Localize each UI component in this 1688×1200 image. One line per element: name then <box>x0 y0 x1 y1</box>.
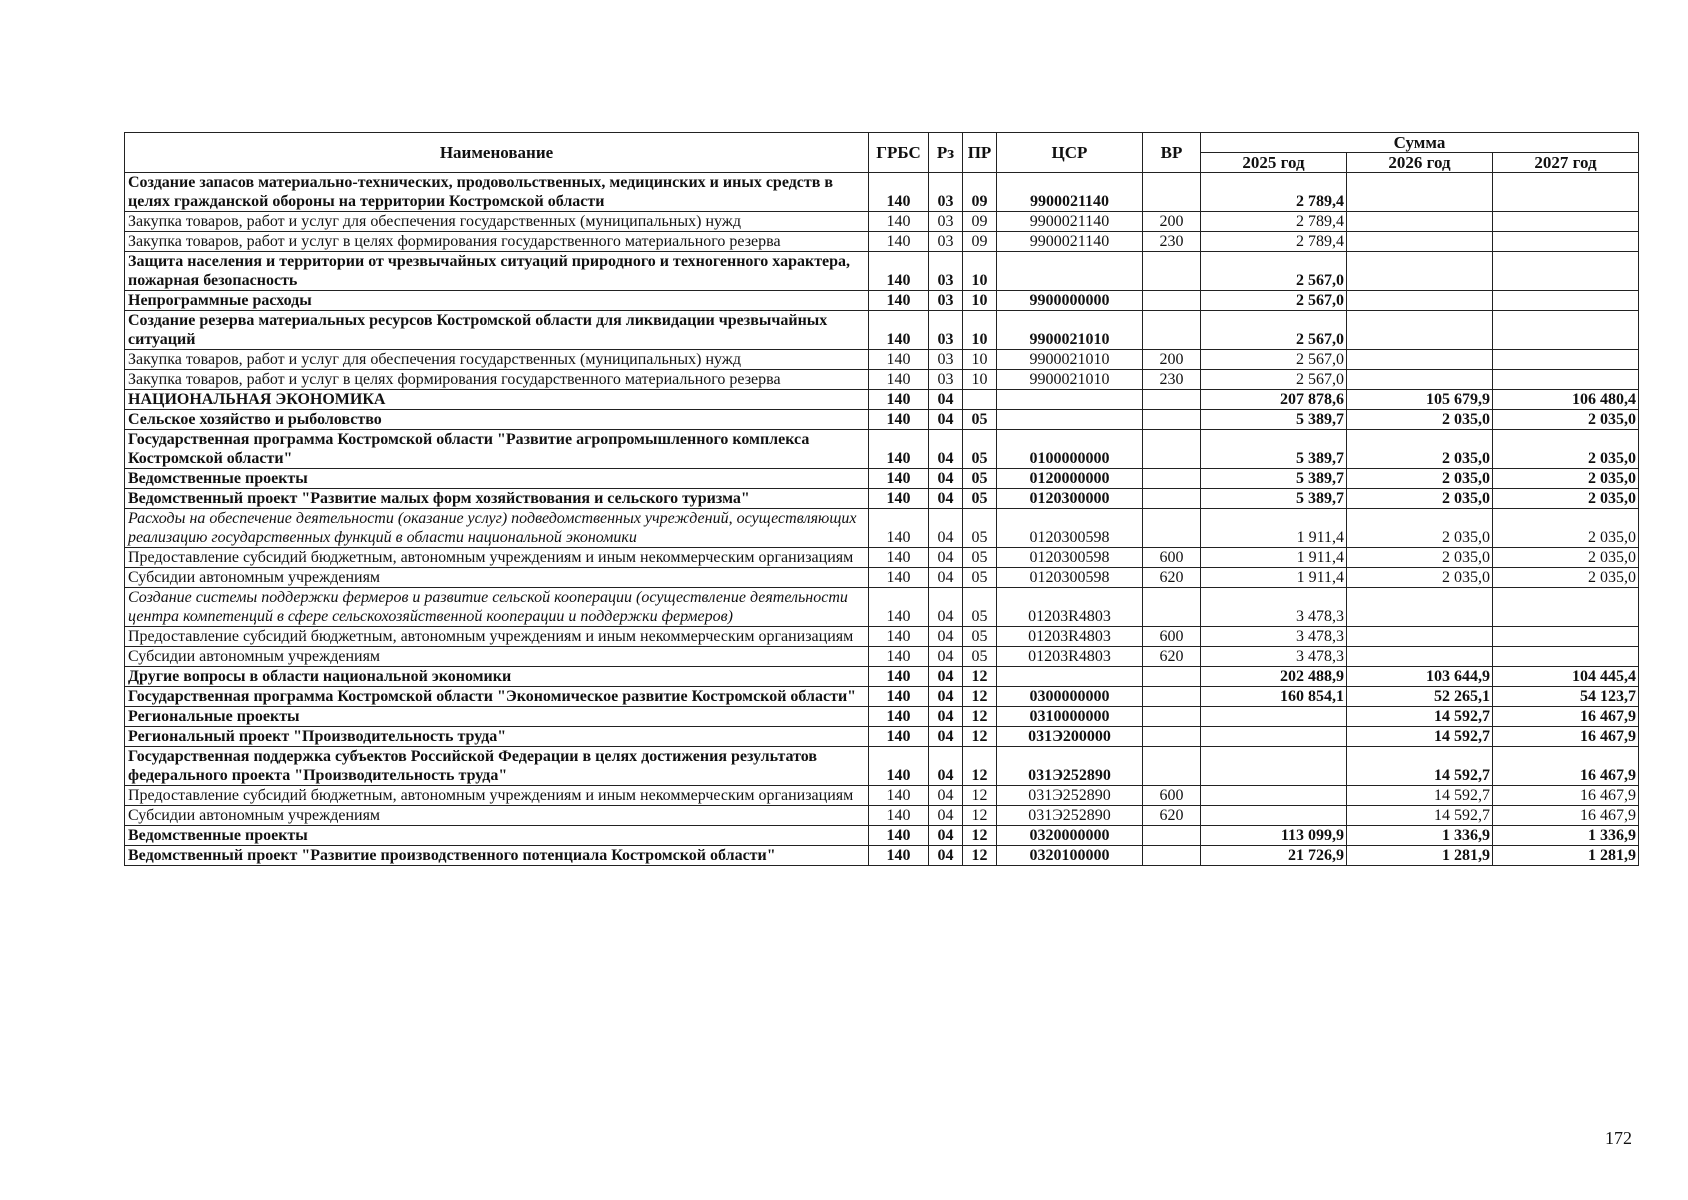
header-name: Наименование <box>125 133 869 173</box>
cell-pr: 05 <box>963 548 997 568</box>
cell-csr <box>997 410 1143 430</box>
cell-2025: 2 789,4 <box>1201 173 1347 212</box>
cell-rz: 04 <box>929 846 963 866</box>
cell-rz: 04 <box>929 826 963 846</box>
cell-2026 <box>1347 647 1493 667</box>
table-row <box>125 588 1639 627</box>
cell-2025 <box>1201 727 1347 747</box>
cell-name: Государственная программа Костромской области "Экономическое развитие Костромской области" <box>125 687 869 707</box>
cell-csr: 031Э252890 <box>997 806 1143 826</box>
cell-vr <box>1143 469 1201 489</box>
cell-rz: 03 <box>929 291 963 311</box>
header-sum: Сумма <box>1201 133 1639 153</box>
cell-rz: 04 <box>929 509 963 548</box>
cell-2025: 2 567,0 <box>1201 350 1347 370</box>
cell-vr: 600 <box>1143 548 1201 568</box>
cell-2025: 5 389,7 <box>1201 430 1347 469</box>
table-row <box>125 469 1639 489</box>
cell-name: Субсидии автономным учреждениям <box>125 568 869 588</box>
table-row <box>125 568 1639 588</box>
cell-csr: 9900021140 <box>997 173 1143 212</box>
cell-name: Государственная поддержка субъектов Российской Федерации в целях достижения результатов федерального проекта "Производительность труда" <box>125 747 869 786</box>
cell-rz: 04 <box>929 390 963 410</box>
header-2027: 2027 год <box>1493 153 1639 173</box>
cell-pr: 05 <box>963 469 997 489</box>
cell-name: Предоставление субсидий бюджетным, автономным учреждениям и иным некоммерческим организациям <box>125 627 869 647</box>
cell-2027 <box>1493 350 1639 370</box>
cell-name: Региональные проекты <box>125 707 869 727</box>
cell-2027: 2 035,0 <box>1493 410 1639 430</box>
cell-pr: 12 <box>963 667 997 687</box>
cell-2025: 5 389,7 <box>1201 469 1347 489</box>
cell-vr: 620 <box>1143 806 1201 826</box>
cell-2027: 16 467,9 <box>1493 786 1639 806</box>
cell-vr <box>1143 430 1201 469</box>
cell-csr: 9900021010 <box>997 370 1143 390</box>
cell-2025: 3 478,3 <box>1201 588 1347 627</box>
cell-name: НАЦИОНАЛЬНАЯ ЭКОНОМИКА <box>125 390 869 410</box>
cell-grbs: 140 <box>869 707 929 727</box>
cell-2026 <box>1347 173 1493 212</box>
cell-2027: 2 035,0 <box>1493 430 1639 469</box>
cell-vr: 200 <box>1143 350 1201 370</box>
cell-2026: 103 644,9 <box>1347 667 1493 687</box>
cell-vr <box>1143 687 1201 707</box>
cell-vr <box>1143 390 1201 410</box>
table-row <box>125 350 1639 370</box>
cell-name: Ведомственный проект "Развитие производственного потенциала Костромской области" <box>125 846 869 866</box>
cell-vr: 200 <box>1143 212 1201 232</box>
cell-csr: 9900000000 <box>997 291 1143 311</box>
cell-rz: 04 <box>929 806 963 826</box>
cell-grbs: 140 <box>869 430 929 469</box>
table-row <box>125 647 1639 667</box>
cell-2026: 2 035,0 <box>1347 469 1493 489</box>
cell-csr: 0320100000 <box>997 846 1143 866</box>
cell-name: Субсидии автономным учреждениям <box>125 806 869 826</box>
cell-2025: 1 911,4 <box>1201 509 1347 548</box>
cell-name: Другие вопросы в области национальной экономики <box>125 667 869 687</box>
cell-2026 <box>1347 252 1493 291</box>
cell-rz: 04 <box>929 588 963 627</box>
table-row <box>125 826 1639 846</box>
cell-vr <box>1143 509 1201 548</box>
header-2025: 2025 год <box>1201 153 1347 173</box>
cell-name: Создание запасов материально-технических, продовольственных, медицинских и иных средств в целях гражданской обороны на территории Костромской области <box>125 173 869 212</box>
table-row <box>125 311 1639 350</box>
cell-vr <box>1143 410 1201 430</box>
cell-2026: 105 679,9 <box>1347 390 1493 410</box>
cell-2027: 1 336,9 <box>1493 826 1639 846</box>
cell-2026: 14 592,7 <box>1347 707 1493 727</box>
cell-name: Ведомственный проект "Развитие малых форм хозяйствования и сельского туризма" <box>125 489 869 509</box>
cell-rz: 03 <box>929 232 963 252</box>
cell-2026: 52 265,1 <box>1347 687 1493 707</box>
cell-grbs: 140 <box>869 747 929 786</box>
cell-2027 <box>1493 588 1639 627</box>
cell-csr: 0120300598 <box>997 548 1143 568</box>
cell-vr <box>1143 667 1201 687</box>
cell-pr: 12 <box>963 727 997 747</box>
cell-pr: 05 <box>963 430 997 469</box>
table-row <box>125 707 1639 727</box>
cell-grbs: 140 <box>869 548 929 568</box>
cell-2025: 207 878,6 <box>1201 390 1347 410</box>
cell-csr: 9900021140 <box>997 232 1143 252</box>
cell-2027: 2 035,0 <box>1493 568 1639 588</box>
cell-csr: 9900021140 <box>997 212 1143 232</box>
table-row <box>125 806 1639 826</box>
cell-csr: 031Э252890 <box>997 786 1143 806</box>
cell-2025: 1 911,4 <box>1201 568 1347 588</box>
cell-name: Сельское хозяйство и рыболовство <box>125 410 869 430</box>
cell-rz: 03 <box>929 370 963 390</box>
cell-2025: 2 567,0 <box>1201 311 1347 350</box>
cell-2027 <box>1493 232 1639 252</box>
cell-grbs: 140 <box>869 509 929 548</box>
cell-grbs: 140 <box>869 806 929 826</box>
table-row <box>125 291 1639 311</box>
cell-rz: 04 <box>929 568 963 588</box>
cell-pr: 09 <box>963 232 997 252</box>
cell-vr: 600 <box>1143 627 1201 647</box>
cell-pr: 05 <box>963 588 997 627</box>
cell-name: Ведомственные проекты <box>125 826 869 846</box>
table-row <box>125 370 1639 390</box>
cell-2027: 16 467,9 <box>1493 727 1639 747</box>
cell-grbs: 140 <box>869 647 929 667</box>
cell-grbs: 140 <box>869 786 929 806</box>
cell-grbs: 140 <box>869 489 929 509</box>
cell-rz: 04 <box>929 489 963 509</box>
cell-vr: 230 <box>1143 370 1201 390</box>
cell-pr: 12 <box>963 806 997 826</box>
cell-vr <box>1143 826 1201 846</box>
cell-vr <box>1143 747 1201 786</box>
cell-2026: 2 035,0 <box>1347 430 1493 469</box>
cell-2025: 5 389,7 <box>1201 489 1347 509</box>
cell-pr: 12 <box>963 786 997 806</box>
cell-rz: 04 <box>929 747 963 786</box>
cell-2027 <box>1493 311 1639 350</box>
cell-name: Закупка товаров, работ и услуг для обеспечения государственных (муниципальных) нужд <box>125 350 869 370</box>
cell-rz: 04 <box>929 687 963 707</box>
cell-2025: 160 854,1 <box>1201 687 1347 707</box>
cell-grbs: 140 <box>869 390 929 410</box>
table-row <box>125 173 1639 212</box>
cell-pr: 10 <box>963 350 997 370</box>
cell-csr: 0300000000 <box>997 687 1143 707</box>
table-row <box>125 232 1639 252</box>
header-csr: ЦСР <box>997 133 1143 173</box>
cell-name: Субсидии автономным учреждениям <box>125 647 869 667</box>
cell-2027 <box>1493 212 1639 232</box>
cell-csr: 031Э252890 <box>997 747 1143 786</box>
cell-grbs: 140 <box>869 568 929 588</box>
table-row <box>125 212 1639 232</box>
table-row <box>125 252 1639 291</box>
cell-pr: 09 <box>963 173 997 212</box>
cell-2025: 21 726,9 <box>1201 846 1347 866</box>
cell-name: Закупка товаров, работ и услуг в целях формирования государственного материального резерва <box>125 370 869 390</box>
cell-name: Создание системы поддержки фермеров и развитие сельской кооперации (осуществление деятельности центра компетенций в сфере сельскохозяйственной кооперации и поддержки фермеров) <box>125 588 869 627</box>
cell-grbs: 140 <box>869 410 929 430</box>
cell-2027: 2 035,0 <box>1493 489 1639 509</box>
cell-pr: 05 <box>963 627 997 647</box>
cell-2026: 2 035,0 <box>1347 509 1493 548</box>
cell-grbs: 140 <box>869 291 929 311</box>
cell-vr <box>1143 727 1201 747</box>
cell-vr <box>1143 311 1201 350</box>
cell-grbs: 140 <box>869 846 929 866</box>
cell-pr: 12 <box>963 846 997 866</box>
cell-pr: 10 <box>963 370 997 390</box>
cell-2025 <box>1201 806 1347 826</box>
cell-2026: 2 035,0 <box>1347 410 1493 430</box>
cell-2027: 54 123,7 <box>1493 687 1639 707</box>
cell-csr <box>997 252 1143 291</box>
cell-grbs: 140 <box>869 252 929 291</box>
cell-csr: 9900021010 <box>997 350 1143 370</box>
cell-2025: 3 478,3 <box>1201 647 1347 667</box>
table-row <box>125 687 1639 707</box>
cell-vr <box>1143 173 1201 212</box>
cell-2025: 2 789,4 <box>1201 232 1347 252</box>
cell-grbs: 140 <box>869 350 929 370</box>
cell-vr <box>1143 291 1201 311</box>
cell-vr <box>1143 846 1201 866</box>
cell-name: Региональный проект "Производительность труда" <box>125 727 869 747</box>
cell-name: Закупка товаров, работ и услуг в целях формирования государственного материального резерва <box>125 232 869 252</box>
cell-2026: 2 035,0 <box>1347 568 1493 588</box>
cell-2027: 16 467,9 <box>1493 747 1639 786</box>
cell-name: Расходы на обеспечение деятельности (оказание услуг) подведомственных учреждений, осуществляющих реализацию государственных функций в области национальной экономики <box>125 509 869 548</box>
cell-csr: 0120000000 <box>997 469 1143 489</box>
cell-pr: 10 <box>963 311 997 350</box>
header-2026: 2026 год <box>1347 153 1493 173</box>
cell-2026: 2 035,0 <box>1347 489 1493 509</box>
cell-2027: 16 467,9 <box>1493 707 1639 727</box>
cell-2027: 2 035,0 <box>1493 548 1639 568</box>
cell-vr: 620 <box>1143 647 1201 667</box>
cell-rz: 04 <box>929 707 963 727</box>
cell-grbs: 140 <box>869 627 929 647</box>
cell-rz: 03 <box>929 252 963 291</box>
cell-2026: 1 281,9 <box>1347 846 1493 866</box>
table-row <box>125 548 1639 568</box>
cell-grbs: 140 <box>869 588 929 627</box>
cell-2026 <box>1347 311 1493 350</box>
table-row <box>125 846 1639 866</box>
budget-table <box>124 132 1639 866</box>
cell-rz: 04 <box>929 667 963 687</box>
cell-2027 <box>1493 627 1639 647</box>
cell-vr <box>1143 588 1201 627</box>
cell-2027: 2 035,0 <box>1493 509 1639 548</box>
cell-rz: 03 <box>929 311 963 350</box>
cell-2025: 202 488,9 <box>1201 667 1347 687</box>
header-pr: ПР <box>963 133 997 173</box>
cell-2027 <box>1493 291 1639 311</box>
cell-2026: 14 592,7 <box>1347 786 1493 806</box>
cell-csr: 0120300000 <box>997 489 1143 509</box>
cell-2025 <box>1201 707 1347 727</box>
cell-grbs: 140 <box>869 212 929 232</box>
cell-2026 <box>1347 627 1493 647</box>
cell-grbs: 140 <box>869 173 929 212</box>
cell-vr: 600 <box>1143 786 1201 806</box>
cell-2027: 106 480,4 <box>1493 390 1639 410</box>
cell-pr: 05 <box>963 489 997 509</box>
cell-pr: 05 <box>963 410 997 430</box>
cell-rz: 04 <box>929 410 963 430</box>
cell-pr: 12 <box>963 687 997 707</box>
cell-grbs: 140 <box>869 469 929 489</box>
cell-2027: 104 445,4 <box>1493 667 1639 687</box>
cell-pr: 12 <box>963 826 997 846</box>
cell-csr: 01203R4803 <box>997 588 1143 627</box>
page-number: 172 <box>1605 1128 1632 1148</box>
cell-2025: 5 389,7 <box>1201 410 1347 430</box>
cell-vr <box>1143 489 1201 509</box>
cell-2027 <box>1493 252 1639 291</box>
cell-name: Закупка товаров, работ и услуг для обеспечения государственных (муниципальных) нужд <box>125 212 869 232</box>
cell-pr: 10 <box>963 291 997 311</box>
cell-pr: 12 <box>963 707 997 727</box>
table-body <box>125 173 1639 866</box>
cell-csr <box>997 390 1143 410</box>
cell-name: Государственная программа Костромской области "Развитие агропромышленного комплекса Костромской области" <box>125 430 869 469</box>
cell-rz: 03 <box>929 173 963 212</box>
cell-vr <box>1143 707 1201 727</box>
cell-2027 <box>1493 173 1639 212</box>
cell-name: Непрограммные расходы <box>125 291 869 311</box>
cell-vr: 230 <box>1143 232 1201 252</box>
cell-2025: 1 911,4 <box>1201 548 1347 568</box>
cell-grbs: 140 <box>869 370 929 390</box>
cell-vr: 620 <box>1143 568 1201 588</box>
cell-2027 <box>1493 647 1639 667</box>
table-row <box>125 509 1639 548</box>
cell-2026: 14 592,7 <box>1347 747 1493 786</box>
cell-2026: 14 592,7 <box>1347 727 1493 747</box>
cell-2025: 2 567,0 <box>1201 370 1347 390</box>
cell-2025 <box>1201 786 1347 806</box>
cell-2027: 2 035,0 <box>1493 469 1639 489</box>
cell-csr: 01203R4803 <box>997 647 1143 667</box>
cell-2025: 2 789,4 <box>1201 212 1347 232</box>
cell-2027: 16 467,9 <box>1493 806 1639 826</box>
table-row <box>125 627 1639 647</box>
cell-2026: 14 592,7 <box>1347 806 1493 826</box>
cell-rz: 04 <box>929 430 963 469</box>
cell-grbs: 140 <box>869 826 929 846</box>
cell-name: Ведомственные проекты <box>125 469 869 489</box>
cell-name: Предоставление субсидий бюджетным, автономным учреждениям и иным некоммерческим организациям <box>125 786 869 806</box>
cell-pr: 12 <box>963 747 997 786</box>
cell-csr: 0120300598 <box>997 509 1143 548</box>
cell-2025: 113 099,9 <box>1201 826 1347 846</box>
cell-2025: 2 567,0 <box>1201 291 1347 311</box>
cell-csr: 0120300598 <box>997 568 1143 588</box>
cell-rz: 03 <box>929 212 963 232</box>
table-row <box>125 489 1639 509</box>
cell-2026 <box>1347 588 1493 627</box>
table-row <box>125 667 1639 687</box>
table-row <box>125 430 1639 469</box>
header-grbs: ГРБС <box>869 133 929 173</box>
cell-grbs: 140 <box>869 727 929 747</box>
header-rz: Рз <box>929 133 963 173</box>
cell-rz: 03 <box>929 350 963 370</box>
cell-rz: 04 <box>929 727 963 747</box>
cell-pr: 05 <box>963 647 997 667</box>
cell-csr: 9900021010 <box>997 311 1143 350</box>
cell-vr <box>1143 252 1201 291</box>
cell-2026 <box>1347 350 1493 370</box>
cell-rz: 04 <box>929 548 963 568</box>
table-row <box>125 786 1639 806</box>
cell-pr <box>963 390 997 410</box>
cell-rz: 04 <box>929 647 963 667</box>
table-row <box>125 727 1639 747</box>
cell-2026 <box>1347 291 1493 311</box>
cell-pr: 05 <box>963 509 997 548</box>
cell-csr: 0310000000 <box>997 707 1143 727</box>
cell-2025: 2 567,0 <box>1201 252 1347 291</box>
cell-2027 <box>1493 370 1639 390</box>
cell-name: Защита населения и территории от чрезвычайных ситуаций природного и техногенного характера, пожарная безопасность <box>125 252 869 291</box>
cell-csr: 031Э200000 <box>997 727 1143 747</box>
table-row <box>125 410 1639 430</box>
cell-grbs: 140 <box>869 667 929 687</box>
cell-grbs: 140 <box>869 311 929 350</box>
cell-csr <box>997 667 1143 687</box>
cell-csr: 01203R4803 <box>997 627 1143 647</box>
cell-2026 <box>1347 212 1493 232</box>
cell-pr: 10 <box>963 252 997 291</box>
cell-grbs: 140 <box>869 232 929 252</box>
cell-2025: 3 478,3 <box>1201 627 1347 647</box>
cell-2026: 1 336,9 <box>1347 826 1493 846</box>
cell-2027: 1 281,9 <box>1493 846 1639 866</box>
cell-2025 <box>1201 747 1347 786</box>
cell-csr: 0100000000 <box>997 430 1143 469</box>
cell-rz: 04 <box>929 786 963 806</box>
table-row <box>125 747 1639 786</box>
cell-csr: 0320000000 <box>997 826 1143 846</box>
cell-name: Создание резерва материальных ресурсов Костромской области для ликвидации чрезвычайных ситуаций <box>125 311 869 350</box>
cell-2026 <box>1347 232 1493 252</box>
cell-name: Предоставление субсидий бюджетным, автономным учреждениям и иным некоммерческим организациям <box>125 548 869 568</box>
cell-pr: 09 <box>963 212 997 232</box>
cell-rz: 04 <box>929 627 963 647</box>
cell-grbs: 140 <box>869 687 929 707</box>
cell-rz: 04 <box>929 469 963 489</box>
cell-2026 <box>1347 370 1493 390</box>
header-vr: ВР <box>1143 133 1201 173</box>
table-row <box>125 390 1639 410</box>
cell-2026: 2 035,0 <box>1347 548 1493 568</box>
cell-pr: 05 <box>963 568 997 588</box>
